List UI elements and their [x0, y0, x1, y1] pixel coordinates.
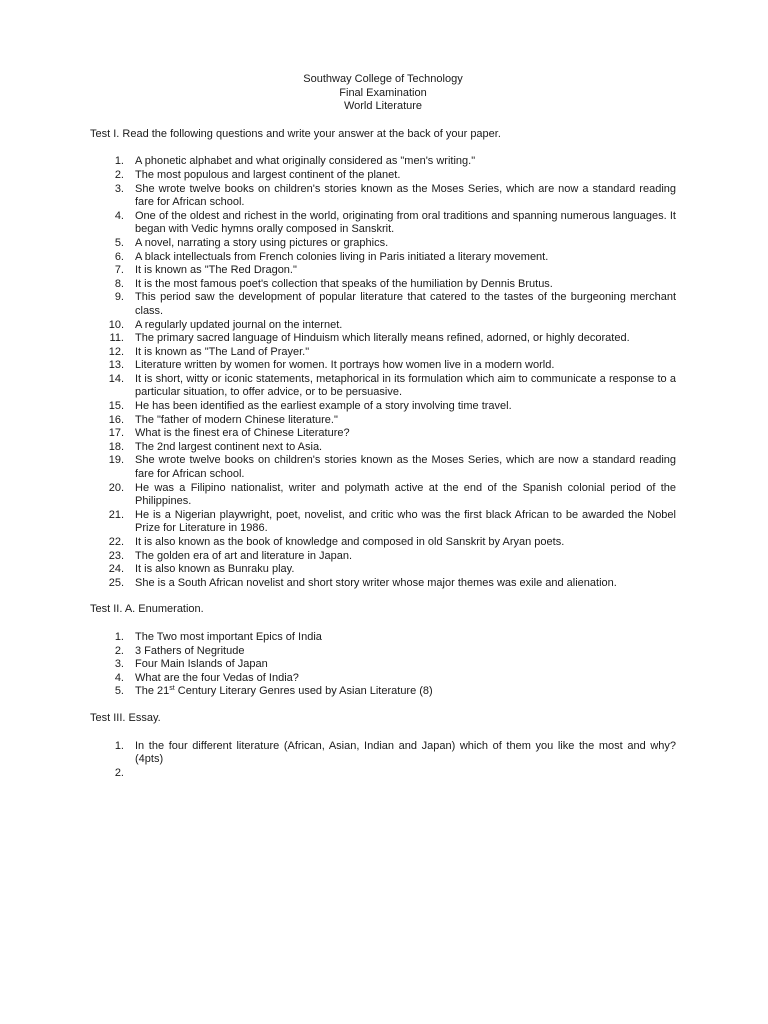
- question-text: A black intellectuals from French colonies living in Paris initiated a literary movement.: [135, 250, 549, 263]
- question-number: 19.: [108, 454, 124, 467]
- question-number: 15.: [108, 400, 124, 413]
- question-number: 22.: [108, 536, 124, 548]
- test1-title: Test I. Read the following questions and write your answer at the back of your paper.: [90, 127, 501, 140]
- question-number: 14.: [108, 372, 124, 385]
- question-text: 3 Fathers of Negritude: [135, 644, 245, 657]
- question-item: [90, 427, 676, 441]
- test3-essay-list: [90, 739, 676, 779]
- question-item: [90, 685, 676, 699]
- question-number: 23.: [108, 549, 124, 562]
- question-number: 17.: [108, 427, 124, 440]
- question-text: One of the oldest and richest in the world, originating from oral traditions and spanning numerous languages. It began with Vedic hymns orally composed in Sanskrit.: [135, 209, 676, 236]
- question-text: This period saw the development of popular literature that catered to the tastes of the burgeoning merchant class.: [135, 291, 676, 317]
- question-number: 2.: [114, 168, 124, 181]
- question-text: It is also known as the book of knowledge and composed in old Sanskrit by Aryan poets.: [135, 536, 565, 548]
- question-text: The "father of modern Chinese literature.": [135, 413, 338, 426]
- question-text: Literature written by women for women. It portrays how women live in a modern world.: [135, 359, 555, 372]
- question-number: 5.: [114, 236, 124, 249]
- question-item: [90, 563, 676, 577]
- question-item: [90, 645, 676, 659]
- question-item: [90, 577, 676, 591]
- question-number: 13.: [108, 359, 124, 372]
- question-number: 2.: [114, 644, 124, 657]
- question-text: A novel, narrating a story using pictures or graphics.: [135, 236, 389, 249]
- question-item: [90, 550, 676, 564]
- question-item: [90, 454, 676, 481]
- question-number: 3.: [114, 658, 124, 671]
- question-number: 1.: [114, 630, 124, 643]
- question-number: 9.: [114, 291, 124, 304]
- question-number: 2.: [114, 766, 124, 779]
- question-text: A regularly updated journal on the internet.: [135, 318, 343, 331]
- question-text: She wrote twelve books on children's stories known as the Moses Series, which are now a standard reading fare for African school.: [135, 182, 676, 209]
- question-text: The golden era of art and literature in Japan.: [135, 549, 353, 562]
- question-text: He has been identified as the earliest example of a story involving time travel.: [135, 400, 512, 413]
- question-item: [90, 441, 676, 455]
- question-item: [90, 536, 676, 550]
- question-text: The 21: [135, 685, 170, 698]
- question-number: 25.: [108, 576, 124, 589]
- question-item: [90, 509, 676, 536]
- question-item: [90, 210, 676, 237]
- question-number: 4.: [114, 209, 124, 222]
- question-item: [90, 155, 676, 169]
- question-item: [90, 346, 676, 360]
- question-text: She wrote twelve books on children's stories known as the Moses Series, which are now a standard reading fare for African school.: [135, 454, 676, 481]
- question-number: 16.: [108, 413, 124, 426]
- question-number: 1.: [114, 739, 124, 752]
- question-text: The Two most important Epics of India: [135, 630, 322, 643]
- question-item: [90, 264, 676, 278]
- question-item: [90, 740, 676, 767]
- question-number: 8.: [114, 277, 124, 290]
- question-item: [90, 332, 676, 346]
- question-text: The 2nd largest continent next to Asia.: [135, 440, 323, 453]
- question-number: 7.: [114, 264, 124, 277]
- question-text: What are the four Vedas of India?: [135, 671, 299, 684]
- question-number: 11.: [109, 332, 124, 345]
- question-item: [90, 359, 676, 373]
- question-text: A phonetic alphabet and what originally considered as "men's writing.": [135, 155, 476, 168]
- question-number: 1.: [114, 155, 124, 168]
- question-text: It is short, witty or iconic statements, metaphorical in its formulation which aim to communicate a response to a particular situation, to offer advice, or to be persuasive.: [135, 372, 676, 399]
- question-number: 3.: [114, 182, 124, 195]
- question-item: [90, 631, 676, 645]
- question-item: [90, 183, 676, 210]
- question-number: 20.: [108, 481, 124, 494]
- test1-question-list: [90, 155, 676, 590]
- ordinal-suffix: st: [169, 685, 175, 693]
- question-text: He is a Nigerian playwright, poet, novelist, and critic who was the first black African to be awarded the Nobel Prize for Literature in 1986.: [135, 508, 676, 535]
- question-text: It is also known as Bunraku play.: [135, 563, 295, 576]
- question-number: 4.: [114, 671, 124, 684]
- question-item: [90, 373, 676, 400]
- question-text: It is known as "The Land of Prayer.": [135, 345, 310, 358]
- question-number: 12.: [108, 345, 124, 358]
- question-text: It is the most famous poet's collection that speaks of the humiliation by Dennis Brutus.: [135, 277, 553, 290]
- question-text: It is known as "The Red Dragon.": [135, 264, 297, 277]
- question-number: 21.: [108, 508, 124, 521]
- question-number: 10.: [108, 318, 124, 331]
- test3-title: Test III. Essay.: [90, 711, 161, 724]
- test2-enumeration-list: [90, 631, 676, 699]
- question-text: What is the finest era of Chinese Literature?: [135, 427, 350, 440]
- school-name: Southway College of Technology: [303, 73, 463, 85]
- question-item: [90, 237, 676, 251]
- question-item: [90, 319, 676, 333]
- subject-title: World Literature: [343, 100, 423, 113]
- question-text-continued: Century Literary Genres used by Asian Literature (8): [174, 685, 433, 698]
- question-item: [90, 414, 676, 428]
- question-number: 5.: [114, 685, 124, 698]
- exam-title: Final Examination: [339, 86, 427, 99]
- question-text: He was a Filipino nationalist, writer and polymath active at the end of the Spanish colonial period of the Philippines.: [135, 481, 676, 508]
- question-text: She is a South African novelist and short story writer whose major themes was exile and alienation.: [135, 576, 617, 589]
- question-text: The most populous and largest continent of the planet.: [135, 168, 401, 181]
- exam-header: [90, 73, 676, 114]
- question-text: The primary sacred language of Hinduism which literally means refined, adorned, or highly decorated.: [135, 332, 630, 345]
- question-number: 6.: [114, 250, 124, 263]
- question-item: [90, 482, 676, 509]
- question-item: [90, 169, 676, 183]
- question-item: [90, 278, 676, 292]
- question-number: 24.: [108, 563, 124, 576]
- question-item: [90, 400, 676, 414]
- question-text: In the four different literature (African, Asian, Indian and Japan) which of them you like the most and why? (4pts): [135, 739, 676, 766]
- question-number: 18.: [108, 440, 124, 453]
- question-text: Four Main Islands of Japan: [135, 658, 268, 671]
- test2-title: Test II. A. Enumeration.: [90, 603, 204, 616]
- question-item: [90, 658, 676, 672]
- question-item: [90, 672, 676, 686]
- question-item: [90, 291, 676, 318]
- question-item: [90, 251, 676, 265]
